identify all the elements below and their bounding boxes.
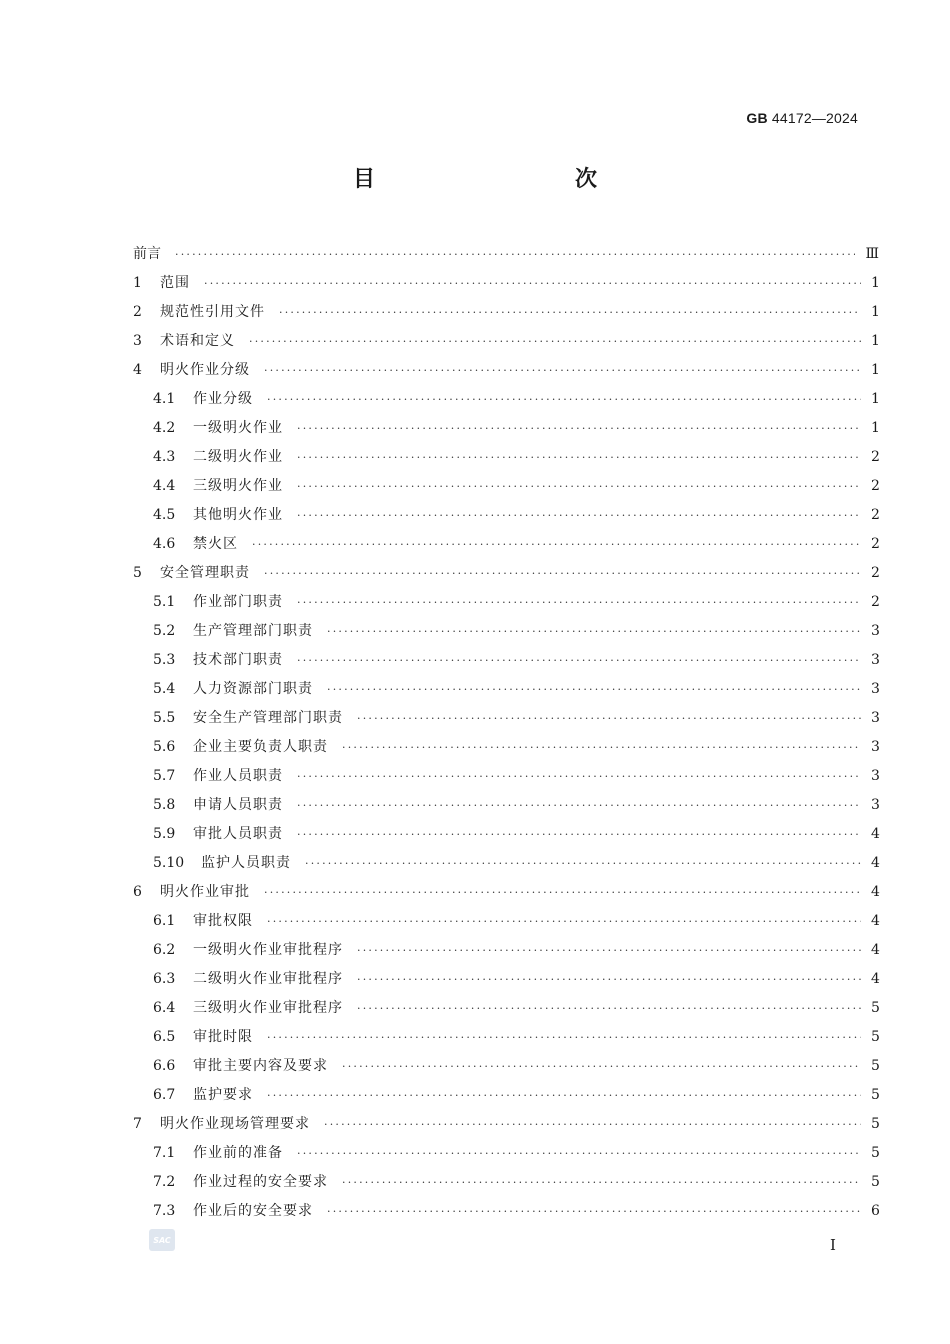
toc-entry-title: 二级明火作业 [193,449,283,465]
toc-entry[interactable] [133,298,879,327]
toc-entry[interactable] [133,936,879,965]
toc-entry[interactable] [133,269,879,298]
toc-entry-title: 审批时限 [193,1029,253,1045]
toc-entry-title: 范围 [160,275,190,291]
toc-entry[interactable] [133,1081,879,1110]
toc-entry-label [153,907,253,936]
toc-leader-dots [267,1081,861,1110]
standard-number: 44172—2024 [767,110,858,126]
toc-entry-label [153,936,343,965]
toc-leader-dots [297,820,861,849]
toc-entry-page: 2 [871,536,880,552]
toc-entry-page: 5 [871,1145,880,1161]
toc-entry-page: 3 [871,652,880,668]
toc-entry-page: 1 [871,391,880,407]
toc-entry[interactable] [133,588,879,617]
toc-entry-number: 5 [133,565,142,581]
toc-entry-number: 4 [133,362,142,378]
toc-entry-page: 4 [871,826,880,842]
toc-entry-label [133,356,250,385]
toc-entry-number: 6.1 [153,913,176,929]
toc-entry-number: 5.4 [153,681,176,697]
toc-leader-dots [297,588,861,617]
toc-entry-label [133,240,161,269]
toc-leader-dots [249,327,861,356]
toc-entry-number: 4.3 [153,449,176,465]
toc-entry-title: 审批主要内容及要求 [193,1058,328,1074]
toc-leader-dots [297,472,861,501]
toc-entry-title: 一级明火作业审批程序 [193,942,343,958]
toc-entry-label [153,762,283,791]
standard-code [746,110,858,126]
toc-heading: 目 次 [352,167,649,192]
sac-logo-text: SAC [153,1235,171,1245]
page-number: I [830,1236,836,1254]
toc-leader-dots [204,269,861,298]
toc-leader-dots [357,704,861,733]
toc-entry[interactable] [133,994,879,1023]
toc-leader-dots [267,907,861,936]
toc-entry-number: 6.4 [153,1000,176,1016]
toc-entry-page: 2 [871,594,880,610]
toc-entry-number: 5.3 [153,652,176,668]
toc-entry[interactable] [133,356,879,385]
toc-entry-number: 5.2 [153,623,176,639]
toc-entry-label [153,385,253,414]
toc-entry-page: 4 [871,942,880,958]
toc-entry-page: 1 [871,420,880,436]
toc-entry-number: 6.7 [153,1087,176,1103]
toc-entry-number: 6.3 [153,971,176,987]
toc-leader-dots [297,1139,861,1168]
toc-leader-dots [324,1110,861,1139]
toc-entry-label [153,617,313,646]
toc-entry-label [153,1052,328,1081]
toc-entry-title: 禁火区 [193,536,238,552]
toc-entry-page: 2 [871,565,880,581]
toc-entry-label [133,327,235,356]
toc-entry[interactable] [133,907,879,936]
toc-entry-title: 人力资源部门职责 [193,681,313,697]
toc-entry-label [153,733,328,762]
toc-entry-title: 术语和定义 [160,333,235,349]
toc-leader-dots [279,298,861,327]
standard-prefix: GB [746,110,768,126]
toc-entry-number: 7.1 [153,1145,176,1161]
toc-leader-dots [327,675,861,704]
toc-entry[interactable] [133,849,879,878]
toc-entry[interactable] [133,646,879,675]
toc-entry[interactable] [133,791,879,820]
toc-entry-title: 监护人员职责 [201,855,291,871]
toc-entry-page: 3 [871,710,880,726]
toc-entry-label [133,559,250,588]
toc-entry-page: 3 [871,681,880,697]
toc-entry-title: 企业主要负责人职责 [193,739,328,755]
toc-entry-label [153,530,238,559]
toc-leader-dots [305,849,861,878]
toc-entry[interactable] [133,1023,879,1052]
toc-entry[interactable] [133,704,879,733]
toc-entry-number: 4.5 [153,507,176,523]
toc-entry-page: 2 [871,478,880,494]
toc-entry-page: 3 [871,797,880,813]
toc-entry-page: 3 [871,623,880,639]
toc-entry-label [133,269,190,298]
toc-entry-number: 6 [133,884,142,900]
toc-entry[interactable] [133,878,879,907]
toc-leader-dots [297,501,861,530]
toc-entry-page: 5 [871,1029,880,1045]
toc-entry-number: 5.9 [153,826,176,842]
toc-entry-label [153,791,283,820]
table-of-contents [133,240,879,1226]
toc-entry-title: 生产管理部门职责 [193,623,313,639]
toc-entry-number: 5.6 [153,739,176,755]
toc-entry-page: 5 [871,1000,880,1016]
toc-leader-dots [264,356,861,385]
toc-leader-dots [342,733,861,762]
toc-entry-number: 4.2 [153,420,176,436]
toc-entry-title: 安全管理职责 [160,565,250,581]
toc-entry-page: 6 [871,1203,880,1219]
toc-entry-number: 1 [133,275,142,291]
toc-entry-number: 5.8 [153,797,176,813]
toc-entry-label [153,501,283,530]
toc-entry-label [153,472,283,501]
toc-entry-number: 5.7 [153,768,176,784]
toc-entry-title: 作业分级 [193,391,253,407]
toc-entry-title: 明火作业审批 [160,884,250,900]
toc-entry[interactable] [133,240,879,269]
toc-leader-dots [327,1197,861,1226]
toc-entry-page: 2 [871,449,880,465]
toc-leader-dots [357,994,861,1023]
toc-entry-number: 前言 [133,246,161,262]
toc-entry-title: 规范性引用文件 [160,304,265,320]
toc-entry-label [153,675,313,704]
toc-entry-page: 5 [871,1058,880,1074]
toc-leader-dots [297,762,861,791]
toc-leader-dots [264,878,861,907]
toc-entry-title: 审批权限 [193,913,253,929]
toc-entry[interactable] [133,965,879,994]
toc-entry-title: 作业部门职责 [193,594,283,610]
toc-entry-page: 1 [871,304,880,320]
toc-entry-label [133,1110,310,1139]
toc-entry-page: 4 [871,855,880,871]
toc-entry[interactable] [133,414,879,443]
toc-entry[interactable] [133,820,879,849]
toc-entry-number: 5.10 [153,855,185,871]
toc-entry-title: 申请人员职责 [193,797,283,813]
toc-leader-dots [297,646,861,675]
toc-entry-label [153,646,283,675]
toc-entry-title: 一级明火作业 [193,420,283,436]
toc-entry-number: 6.5 [153,1029,176,1045]
toc-entry-label [153,965,343,994]
toc-entry-number: 2 [133,304,142,320]
toc-entry-page: 5 [871,1087,880,1103]
toc-entry-title: 监护要求 [193,1087,253,1103]
toc-entry-title: 其他明火作业 [193,507,283,523]
toc-entry-label [153,588,283,617]
toc-entry[interactable] [133,472,879,501]
toc-entry[interactable] [133,501,879,530]
toc-leader-dots [357,936,861,965]
toc-entry-title: 作业过程的安全要求 [193,1174,328,1190]
toc-leader-dots [297,414,861,443]
toc-entry-title: 明火作业现场管理要求 [160,1116,310,1132]
toc-entry[interactable] [133,617,879,646]
toc-entry-label [153,820,283,849]
toc-entry-label [153,1081,253,1110]
toc-leader-dots [175,240,855,269]
toc-leader-dots [297,443,861,472]
toc-entry-number: 7.3 [153,1203,176,1219]
toc-entry[interactable] [133,559,879,588]
toc-entry-label [133,878,250,907]
toc-entry[interactable] [133,443,879,472]
toc-entry-title: 明火作业分级 [160,362,250,378]
toc-entry-label [153,443,283,472]
toc-entry[interactable] [133,530,879,559]
toc-entry[interactable] [133,762,879,791]
toc-entry-label [153,704,343,733]
toc-entry-number: 3 [133,333,142,349]
toc-entry-title: 安全生产管理部门职责 [193,710,343,726]
toc-entry-title: 作业人员职责 [193,768,283,784]
toc-entry-number: 4.1 [153,391,176,407]
toc-leader-dots [342,1052,861,1081]
toc-leader-dots [267,385,861,414]
toc-entry-title: 二级明火作业审批程序 [193,971,343,987]
toc-entry-title: 三级明火作业审批程序 [193,1000,343,1016]
toc-entry-title: 审批人员职责 [193,826,283,842]
toc-entry-page: 5 [871,1116,880,1132]
toc-entry-label [153,1139,283,1168]
toc-leader-dots [264,559,861,588]
toc-entry-label [133,298,265,327]
toc-entry-page: 3 [871,739,880,755]
toc-leader-dots [297,791,861,820]
toc-entry-label [153,849,291,878]
toc-entry-page: 1 [871,333,880,349]
toc-entry-page: 4 [871,884,880,900]
toc-entry-title: 作业后的安全要求 [193,1203,313,1219]
toc-entry-label [153,414,283,443]
toc-entry-page: 1 [871,275,880,291]
toc-entry-page: 4 [871,913,880,929]
toc-entry-number: 4.4 [153,478,176,494]
toc-entry[interactable] [133,675,879,704]
toc-leader-dots [267,1023,861,1052]
toc-entry[interactable] [133,733,879,762]
toc-entry-number: 6.6 [153,1058,176,1074]
toc-entry-number: 5.1 [153,594,176,610]
toc-entry-number: 5.5 [153,710,176,726]
toc-entry[interactable] [133,327,879,356]
toc-entry[interactable] [133,1139,879,1168]
toc-entry-title: 技术部门职责 [193,652,283,668]
toc-entry-label [153,1197,313,1226]
toc-entry-page: 5 [871,1174,880,1190]
toc-leader-dots [342,1168,861,1197]
toc-entry[interactable] [133,1110,879,1139]
toc-entry-title: 三级明火作业 [193,478,283,494]
toc-entry-label [153,1023,253,1052]
toc-leader-dots [327,617,861,646]
toc-leader-dots [252,530,861,559]
toc-entry[interactable] [133,1168,879,1197]
sac-logo [149,1229,175,1251]
toc-entry-number: 6.2 [153,942,176,958]
toc-entry-page: 2 [871,507,880,523]
toc-entry-label [153,1168,328,1197]
toc-entry-page: 3 [871,768,880,784]
toc-entry[interactable] [133,385,879,414]
toc-entry-number: 7 [133,1116,142,1132]
toc-entry[interactable] [133,1197,879,1226]
toc-leader-dots [357,965,861,994]
toc-entry-page: 1 [871,362,880,378]
toc-entry-number: 4.6 [153,536,176,552]
toc-entry[interactable] [133,1052,879,1081]
toc-entry-page: Ⅲ [865,246,879,262]
toc-entry-number: 7.2 [153,1174,176,1190]
toc-entry-page: 4 [871,971,880,987]
toc-entry-title: 作业前的准备 [193,1145,283,1161]
toc-entry-label [153,994,343,1023]
